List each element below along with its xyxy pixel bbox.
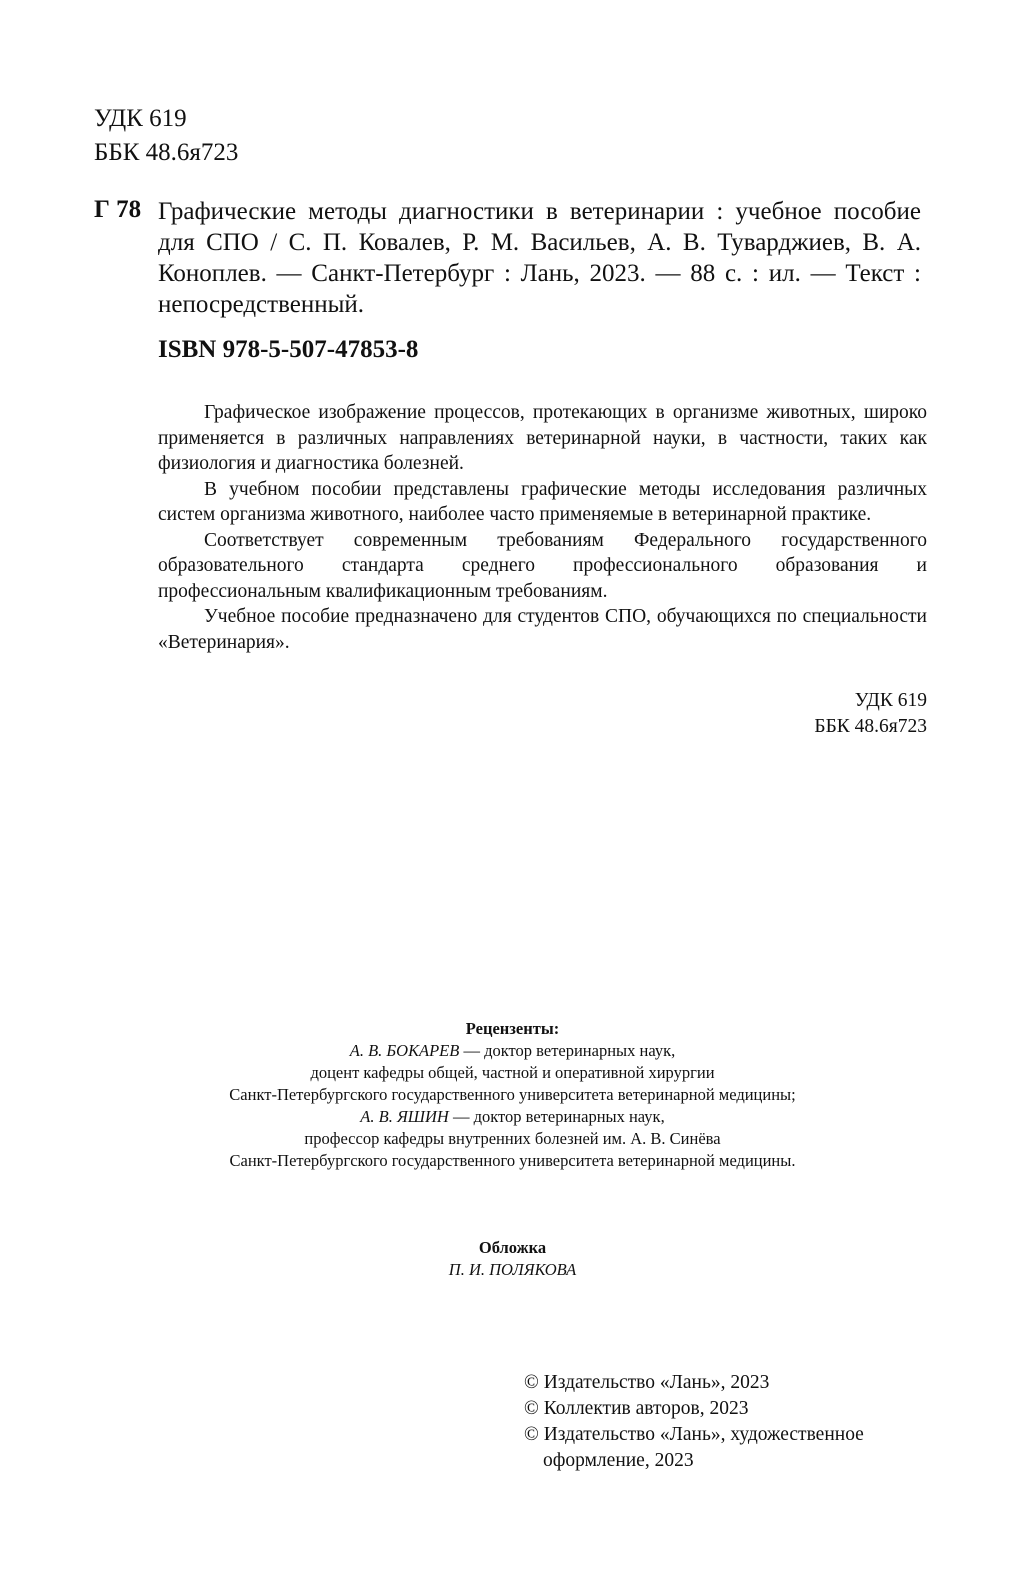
reviewer-affiliation: Санкт-Петербургского государственного университета ветеринарной медицины; xyxy=(229,1085,796,1104)
reviewers-heading: Рецензенты: xyxy=(465,1019,560,1038)
udk-code: УДК 619 xyxy=(94,105,187,132)
reviewer-name: А. В. БОКАРЕВ xyxy=(349,1041,460,1060)
reviewer-degree: — доктор ветеринарных наук, xyxy=(459,1041,676,1060)
copyright-line: © Издательство «Лань», 2023 xyxy=(524,1372,770,1393)
copyright-line: © Коллектив авторов, 2023 xyxy=(524,1398,749,1419)
annotation-paragraph: Соответствует современным требованиям Федерального государственного образовательного стандарта среднего профессионального образования и профессиональным квалификационным требованиям. xyxy=(158,529,927,602)
copyright-line: © Издательство «Лань», художественное xyxy=(524,1424,864,1445)
annotation xyxy=(158,400,927,655)
annotation-paragraph: Графическое изображение процессов, протекающих в организме животных, широко применяется в различных направлениях ветеринарной науки, в частности, таких как физиология и диагностика болезней. xyxy=(158,402,927,474)
reviewers-block xyxy=(0,1018,1025,1172)
cover-credit xyxy=(0,1237,1025,1281)
cover-heading: Обложка xyxy=(478,1238,547,1257)
annotation-paragraph: Учебное пособие предназначено для студентов СПО, обучающихся по специальности «Ветеринария». xyxy=(158,606,927,653)
reviewer-degree: — доктор ветеринарных наук, xyxy=(448,1107,665,1126)
reviewer-line xyxy=(0,1040,1025,1062)
copyright-block xyxy=(524,1370,944,1474)
bbk-code: ББК 48.6я723 xyxy=(814,715,927,737)
bbk-code: ББК 48.6я723 xyxy=(94,139,239,166)
classification-codes-bottom xyxy=(814,688,927,739)
reviewer-position: доцент кафедры общей, частной и оперативной хирургии xyxy=(310,1063,715,1082)
udk-code: УДК 619 xyxy=(854,690,927,711)
reviewer-affiliation: Санкт-Петербургского государственного университета ветеринарной медицины. xyxy=(229,1151,796,1170)
author-sign: Г 78 xyxy=(94,196,142,223)
bibliographic-description: Графические методы диагностики в ветеринарии : учебное пособие для СПО / С. П. Ковалев, Р. М. Васильев, А. В. Туварджиев, В. А. Коноплев. — Санкт-Петербург : Лань, 2023. — 88 с. : ил. — Текст : непосредственный. xyxy=(158,198,921,318)
annotation-paragraph: В учебном пособии представлены графические методы исследования различных систем организма животного, наиболее часто применяемые в ветеринарной практике. xyxy=(158,478,927,525)
cover-designer: П. И. ПОЛЯКОВА xyxy=(448,1260,577,1279)
copyright-line-continuation: оформление, 2023 xyxy=(543,1450,694,1471)
reviewer-name: А. В. ЯШИН xyxy=(360,1107,449,1126)
reviewer-line xyxy=(0,1106,1025,1128)
reviewer-position: профессор кафедры внутренних болезней им. А. В. Синёва xyxy=(304,1129,721,1148)
isbn: ISBN 978-5-507-47853-8 xyxy=(158,336,419,363)
classification-codes-top xyxy=(94,102,238,170)
